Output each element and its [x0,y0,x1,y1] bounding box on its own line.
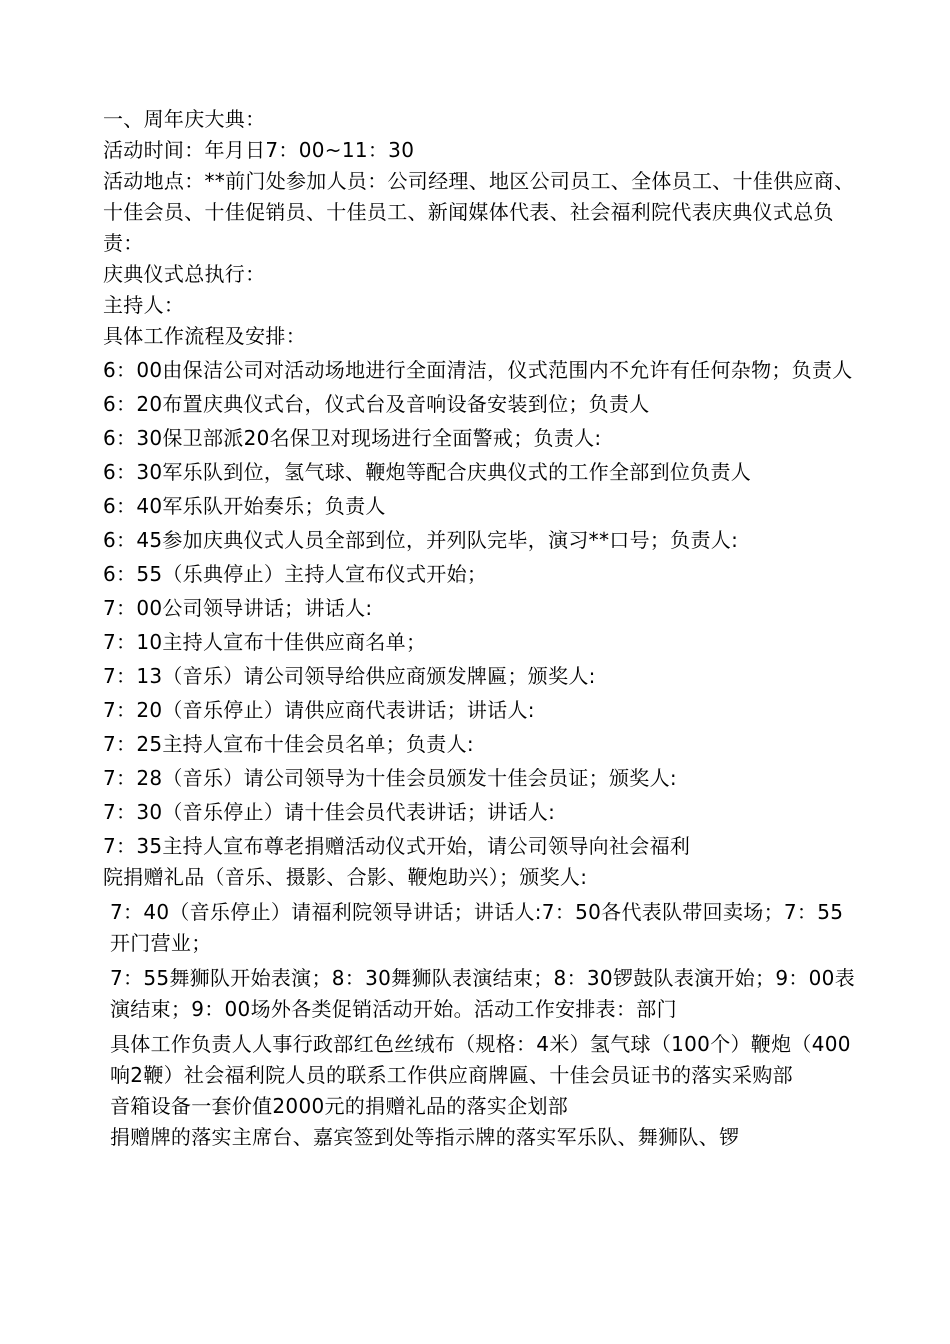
task-assignment-text: 具体工作负责人人事行政部红色丝绒布（规格：4米）氢气球（100个）鞭炮（400响2鞭）社会福利院人员的联系工作供应商牌匾、十佳会员证书的落实采购部 [110,1032,851,1087]
section-heading: 一、周年庆大典： [103,107,266,131]
schedule-item: 7：20（音乐停止）请供应商代表讲话；讲话人: [103,698,535,722]
event-time: 活动时间：年月日7：00~11：30 [103,138,415,162]
workflow-heading: 具体工作流程及安排： [103,324,306,348]
task-assignment-text: 音箱设备一套价值2000元的捐赠礼品的落实企划部 [110,1094,569,1118]
schedule-item: 7：35主持人宣布尊老捐赠活动仪式开始，请公司领导向社会福利 [103,834,691,858]
schedule-item: 7：30（音乐停止）请十佳会员代表讲话；讲话人: [103,800,556,824]
host: 主持人： [103,293,185,317]
task-assignment-text: 捐赠牌的落实主席台、嘉宾签到处等指示牌的落实军乐队、舞狮队、锣 [110,1125,740,1149]
schedule-item: 6：30保卫部派20名保卫对现场进行全面警戒；负责人: [103,426,602,450]
schedule-item: 7：40（音乐停止）请福利院领导讲话；讲话人:7：50各代表队带回卖场；7：55开门营业； [110,900,844,955]
schedule-item: 7：13（音乐）请公司领导给供应商颁发牌匾；颁奖人: [103,664,596,688]
schedule-item: 7：25主持人宣布十佳会员名单；负责人: [103,732,474,756]
schedule-item: 7：00公司领导讲话；讲话人: [103,596,373,620]
schedule-item: 6：20布置庆典仪式台，仪式台及音响设备安装到位；负责人 [103,392,650,416]
document-body [103,104,863,1153]
schedule-item-continued: 院捐赠礼品（音乐、摄影、合影、鞭炮助兴）；颁奖人: [103,865,588,889]
schedule-item: 6：45参加庆典仪式人员全部到位，并列队完毕，演习**口号；负责人: [103,528,739,552]
schedule-item: 6：55（乐典停止）主持人宣布仪式开始； [103,562,488,586]
schedule-item: 6：00由保洁公司对活动场地进行全面清洁，仪式范围内不允许有任何杂物；负责人 [103,358,853,382]
ceremony-executive: 庆典仪式总执行： [103,262,266,286]
schedule-item: 6：30军乐队到位，氢气球、鞭炮等配合庆典仪式的工作全部到位负责人 [103,460,752,484]
schedule-item: 7：55舞狮队开始表演；8：30舞狮队表演结束；8：30锣鼓队表演开始；9：00表演结束；9：00场外各类促销活动开始。活动工作安排表：部门 [110,966,855,1021]
schedule-item: 7：10主持人宣布十佳供应商名单； [103,630,427,654]
event-location-participants: 活动地点：**前门处参加人员：公司经理、地区公司员工、全体员工、十佳供应商、十佳会员、十佳促销员、十佳员工、新闻媒体代表、社会福利院代表庆典仪式总负责： [103,169,855,255]
schedule-item: 6：40军乐队开始奏乐；负责人 [103,494,386,518]
schedule-item: 7：28（音乐）请公司领导为十佳会员颁发十佳会员证；颁奖人: [103,766,677,790]
